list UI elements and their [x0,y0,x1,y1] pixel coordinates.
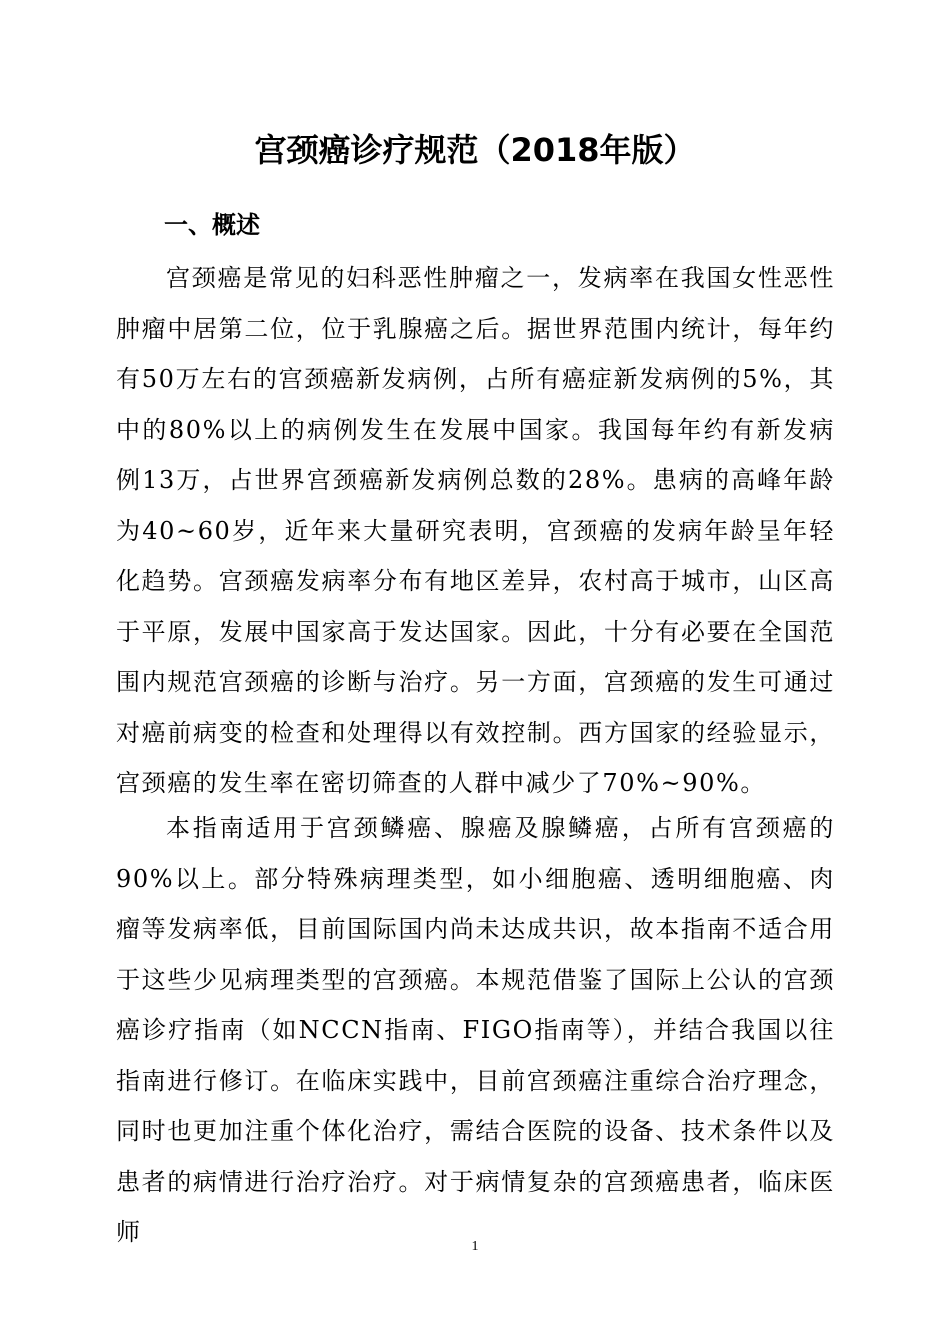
page-number: 1 [471,1239,479,1254]
paragraph-scope: 本指南适用于宫颈鳞癌、腺癌及腺鳞癌，占所有宫颈癌的90%以上。部分特殊病理类型，如小细胞癌、透明细胞癌、肉瘤等发病率低，目前国际国内尚未达成共识，故本指南不适合用于这些少见病理类型的宫颈癌。本规范借鉴了国际上公认的宫颈癌诊疗指南（如NCCN指南、FIGO指南等），并结合我国以往指南进行修订。在临床实践中，目前宫颈癌注重综合治疗理念，同时也更加注重个体化治疗，需结合医院的设备、技术条件以及患者的病情进行治疗治疗。对于病情复杂的宫颈癌患者，临床医师 [116,814,835,1246]
section-heading: 一、概述 [164,211,260,239]
paragraph-overview: 宫颈癌是常见的妇科恶性肿瘤之一，发病率在我国女性恶性肿瘤中居第二位，位于乳腺癌之后。据世界范围内统计，每年约有50万左右的宫颈癌新发病例，占所有癌症新发病例的5%，其中的80%以上的病例发生在发展中国家。我国每年约有新发病例13万，占世界宫颈癌新发病例总数的28%。患病的高峰年龄为40~60岁，近年来大量研究表明，宫颈癌的发病年龄呈年轻化趋势。宫颈癌发病率分布有地区差异，农村高于城市，山区高于平原，发展中国家高于发达国家。因此，十分有必要在全国范围内规范宫颈癌的诊断与治疗。另一方面，宫颈癌的发生可通过对癌前病变的检查和处理得以有效控制。西方国家的经验显示，宫颈癌的发生率在密切筛查的人群中减少了70%~90%。 [116,264,835,797]
document-title: 宫颈癌诊疗规范（2018年版） [254,131,696,169]
